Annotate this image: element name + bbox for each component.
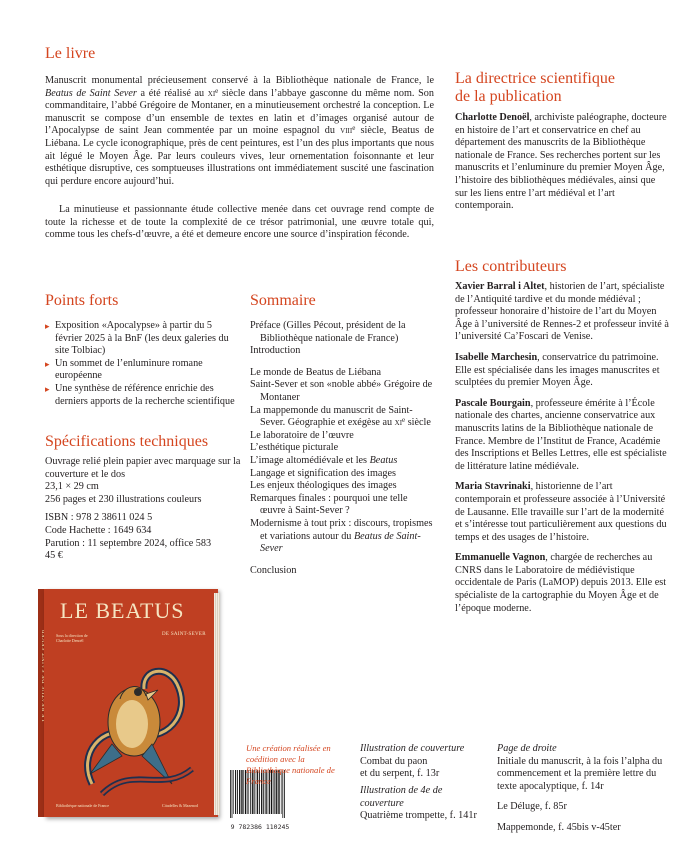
contributeurs-heading: Les contributeurs	[455, 258, 567, 275]
directrice-name: Charlotte Denoël	[455, 112, 530, 123]
text-run: Remarques finales : pourquoi une telle œuvre à Saint-Sever ?	[250, 492, 408, 517]
contributeur-name: Xavier Barral i Altet	[455, 281, 545, 292]
contributeur-entry	[455, 281, 670, 344]
barcode-digits: 9 782386 110245	[230, 822, 290, 831]
credit-quatrieme-label: Illustration de 4e de couverture	[360, 785, 443, 809]
book-subtitle: DE SAINT-SEVER	[162, 632, 206, 637]
contributeur-entry	[455, 398, 670, 474]
sommaire-item	[250, 430, 435, 443]
contributeur-bio: , historien de l’art, spécialiste de l’Antiquité tardive et du monde médiéval ; professeur honoraire d’histoire de l’art du Moyen Âge à l’université de Rennes-2 et professeur invité à l’université Ca’Foscari de Venise.	[455, 281, 669, 343]
contributeur-name: Emmanuelle Vagnon	[455, 552, 546, 564]
specs-line: Ouvrage relié plein papier avec marquage sur la couverture et le dos	[45, 456, 241, 480]
barcode-bar	[237, 770, 238, 814]
specs-line: Code Hachette : 1649 634	[45, 524, 152, 536]
credit-quatrieme-line-1: Quatrième trompette, f. 141r	[360, 810, 477, 822]
points-forts-item: ▸ Une synthèse de référence enrichie des derniers apports de la recherche scientifique	[45, 383, 240, 408]
book-publisher-left: Bibliothèque nationale de France	[56, 803, 109, 808]
text-run: xi	[207, 87, 216, 99]
points-forts-heading: Points forts	[45, 292, 119, 309]
directrice-heading-line-1: La directrice scientifique	[455, 70, 615, 87]
text-run: Le monde de Beatus de Liébana	[250, 366, 381, 378]
barcode-bar	[232, 770, 233, 818]
barcode-bar	[230, 770, 231, 818]
specs-block	[45, 456, 245, 563]
text-run: Beatus	[369, 454, 398, 466]
text-run: L’image altomédiévale et les	[250, 454, 370, 466]
credit-couverture-label: Illustration de couverture	[360, 743, 465, 754]
sommaire-item: Préface (Gilles Pécout, président de la Bibliothèque nationale de France)	[250, 320, 406, 344]
barcode-bar	[233, 770, 234, 814]
sommaire-heading: Sommaire	[250, 292, 316, 309]
text-run: xi	[394, 417, 403, 429]
contributeur-entry	[455, 352, 670, 390]
credit-page-droite-label: Page de droite	[497, 743, 557, 754]
credit-creation: Une création réalisée en coédition avec la Bibliothèque nationale de France	[246, 743, 335, 786]
barcode-bar	[241, 770, 242, 814]
credit-page-droite-line-2: Le Déluge, f. 85r	[497, 801, 567, 813]
directrice-heading	[455, 70, 615, 106]
specs-line: ISBN : 978 2 38611 024 5	[45, 512, 153, 524]
contributeur-name: Pascale Bourgain	[455, 397, 531, 409]
book-cover-image	[38, 583, 222, 821]
text-run: L’esthétique picturale	[250, 442, 339, 454]
contributeur-bio: , chargée de recherches au CNRS dans le Laboratoire de médiévistique occidentale de Paris (LaMOP) depuis 2013. Elle est spécialiste de la cartographie du Moyen Âge et de l’époque moderne.	[455, 552, 667, 614]
text-run: Beatus de Saint Sever	[45, 87, 137, 99]
sommaire-item	[250, 442, 435, 455]
directrice-bio	[455, 112, 670, 213]
book-title: LE BEATUS	[60, 598, 185, 623]
book-pages	[214, 593, 220, 815]
sommaire-item	[250, 468, 435, 481]
contributeur-entry	[455, 481, 670, 544]
contributeur-entry	[455, 552, 670, 615]
points-forts-item: ▸ Un sommet de l’enluminure romane européenne	[45, 358, 240, 383]
sommaire-item: Conclusion	[250, 564, 297, 576]
credit-quatrieme	[360, 785, 480, 823]
sommaire-item	[250, 518, 435, 556]
contributeur-name: Isabelle Marchesin	[455, 351, 538, 363]
text-run: Langage et signification des images	[250, 467, 396, 479]
barcode-bar	[239, 770, 240, 814]
text-run: Les enjeux théologiques des images	[250, 480, 397, 492]
text-run: siècle, Beatus de Liébana. Le cycle iconographique, près de cent peintures, est l’un des plus importants que nous ait légué le Moyen Âge. Par leurs couleurs vives, leur ornementation foisonnante et leur esthétique disruptive, ces somptueuses illustrations ont immédiatement suscité une fascination qui perdure encore aujourd’hui.	[45, 125, 434, 187]
livre-paragraph-1	[45, 75, 434, 188]
barcode-bar	[243, 770, 244, 814]
points-forts-item: ▸ Exposition «Apocalypse» à partir du 5 février 2025 à la BnF (les deux galeries du site Tolbiac)	[45, 320, 240, 358]
livre-paragraph-2: La minutieuse et passionnante étude collective menée dans cet ouvrage rend compte de toute la richesse et de toute la complexité de ce trésor patrimonial, une œuvre totale qui, comme tous les chefs-d’œuvre, a été et demeure encore une source d’inspiration féconde.	[45, 204, 434, 241]
text-run: e	[352, 124, 356, 133]
credit-page-droite	[497, 743, 667, 835]
specs-line: Parution : 11 septembre 2024, office 583	[45, 537, 212, 549]
peacock-serpent-illustration	[72, 644, 202, 804]
text-run: viii	[340, 125, 353, 137]
text-run: a été réalisé au	[136, 87, 208, 99]
text-run: Modernisme à tout prix : discours, tropismes et variations autour du	[250, 517, 433, 542]
sommaire-item	[250, 367, 435, 380]
text-run: Beatus de Saint-Sever	[260, 530, 421, 555]
specs-line: 45 €	[45, 550, 63, 562]
text-run: siècle	[405, 417, 431, 429]
specs-line: 23,1 × 29 cm	[45, 481, 99, 493]
points-forts-list	[45, 320, 240, 408]
credit-page-droite-line-3: Mappemonde, f. 45bis v-45ter	[497, 821, 621, 833]
credit-couverture-line-2: et du serpent, f. 13r	[360, 768, 440, 780]
sommaire-list	[250, 320, 435, 577]
book-publisher-right: Citadelles & Mazenod	[162, 803, 198, 808]
contributeur-bio: , conservatrice du patrimoine. Elle est spécialisée dans les images manuscrites et sculptées du premier Moyen Âge.	[455, 351, 660, 389]
text-run: Saint-Sever et son «noble abbé» Grégoire de Montaner	[250, 379, 433, 403]
credit-couverture-line-1: Combat du paon	[360, 755, 428, 767]
contributeurs-list	[455, 281, 670, 623]
contributeur-bio: , historienne de l’art contemporain et professeure associée à l’Université de Lausanne. Elle travaille sur l’art de la modernité et s’intéresse tout particulièrement aux questions du temps et des usages de l’histoire.	[455, 481, 667, 543]
credit-page-droite-line-1: Initiale du manuscrit, à la fois l’alpha du commencement et la première lettre du texte apocalyptique, f. 14r	[497, 755, 663, 792]
sommaire-item	[250, 455, 435, 468]
book-editor: Sous la direction de Charlotte Denoël	[56, 633, 88, 643]
livre-heading: Le livre	[45, 45, 96, 62]
sommaire-item	[250, 405, 435, 430]
credit-couverture	[360, 743, 470, 781]
directrice-heading-line-2: de la publication	[455, 88, 562, 105]
text-run: e	[215, 86, 219, 95]
text-run: siècle dans l’abbaye gasconne du même nom. Son commanditaire, l’abbé Grégoire de Montaner, en a minutieusement orchestré la conception. Le manuscrit se compose d’un ensemble de textes en latin et d’images organisé autour de l’Apocalypse de saint Jean commentée par un moine espagnol du	[45, 87, 434, 137]
sommaire-item	[250, 480, 435, 493]
text-run: La mappemonde du manuscrit de Saint-Sever. Géographie et exégèse au	[250, 404, 413, 429]
text-run: Manuscrit monumental précieusement conservé à la Bibliothèque nationale de France, le	[45, 75, 434, 86]
sommaire-item	[250, 379, 435, 404]
sommaire-item	[250, 493, 435, 518]
book-front	[44, 589, 218, 817]
sommaire-item: Introduction	[250, 345, 301, 357]
text-run: e	[402, 416, 406, 425]
barcode-bar	[235, 770, 236, 814]
contributeur-name: Maria Stavrinaki	[455, 481, 531, 493]
text-run: Le laboratoire de l’œuvre	[250, 429, 354, 441]
specs-heading: Spécifications techniques	[45, 433, 209, 450]
directrice-bio-text: , archiviste paléographe, docteure en histoire de l’art et conservatrice en chef au département des manuscrits de la Bibliothèque nationale de France. Ses recherches portent sur les manuscrits et l’enluminure du premier Moyen Âge, l’histoire des bibliothèques médiévales, ainsi que sur les liens entre l’art médiéval et l’art contemporain.	[455, 112, 667, 212]
specs-line: 256 pages et 230 illustrations couleurs	[45, 493, 202, 505]
contributeur-bio: , professeure émérite à l’École nationale des chartes, ancienne conservatrice aux manuscrits latins de la Bibliothèque nationale de France. Membre de l’Institut de France, Académie des Inscriptions et Belles Lettres, elle est spécialiste de littérature latine médiévale.	[455, 397, 667, 472]
